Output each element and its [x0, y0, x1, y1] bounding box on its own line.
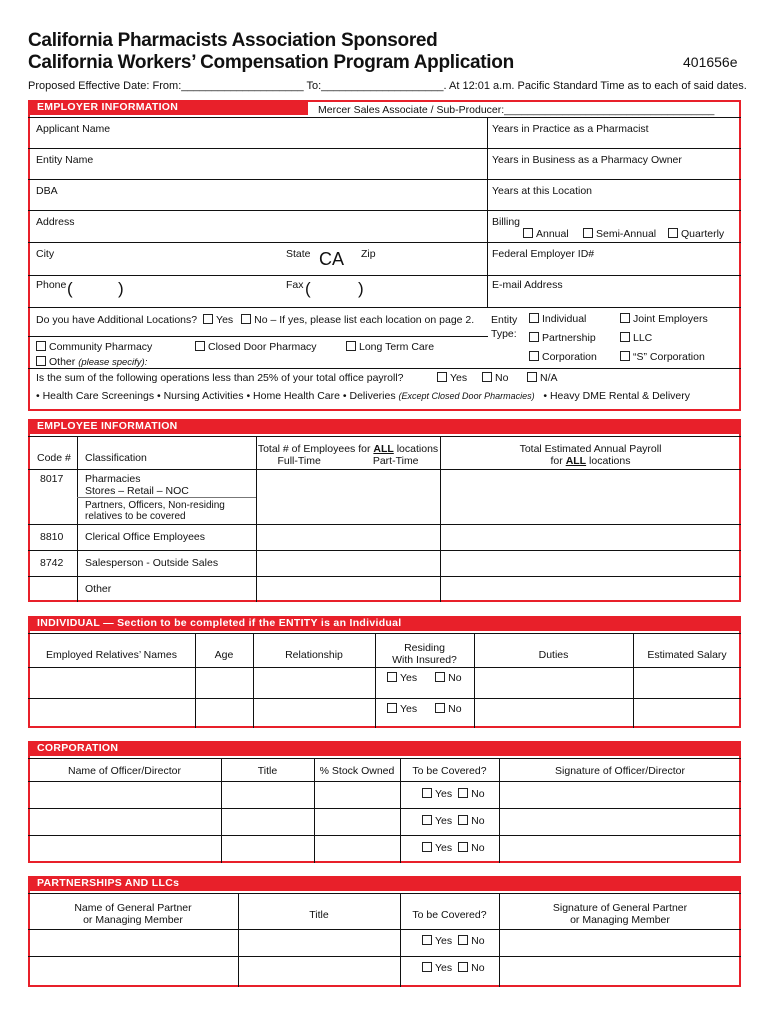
email-field[interactable]: E-mail Address	[492, 279, 563, 291]
checkbox-icon[interactable]	[437, 372, 447, 382]
row-classification: Other	[85, 583, 112, 595]
checkbox-icon[interactable]	[422, 962, 432, 972]
dba-field[interactable]: DBA	[36, 185, 58, 197]
effective-date-line[interactable]: Proposed Effective Date: From:____________________ To:____________________. At 12:01 a.m. Pacific Standard Time as to each of said dates.	[28, 80, 747, 92]
residing-yes-no[interactable]: Yes No	[387, 672, 462, 684]
row-code: 8017	[40, 473, 64, 485]
entity-corporation[interactable]: Corporation	[529, 351, 597, 363]
phone-area-open[interactable]: (	[67, 279, 73, 298]
col-stock-owned: % Stock Owned	[319, 765, 395, 777]
checkbox-icon[interactable]	[458, 788, 468, 798]
fax-area-open[interactable]: (	[305, 279, 311, 298]
entity-individual[interactable]: Individual	[529, 313, 586, 325]
col-officer-signature: Signature of Officer/Director	[555, 765, 685, 777]
entity-name-field[interactable]: Entity Name	[36, 154, 94, 166]
col-title: Title	[257, 765, 278, 777]
partnerships-heading: PARTNERSHIPS AND LLCs	[28, 876, 741, 891]
title-line-1: California Pharmacists Association Sponsored	[28, 30, 438, 51]
fein-field[interactable]: Federal Employer ID#	[492, 248, 595, 260]
state-label: State	[286, 248, 311, 260]
billing-annual[interactable]: Annual	[523, 228, 569, 240]
residing-yes-no[interactable]: Yes No	[387, 703, 462, 715]
checkbox-icon[interactable]	[387, 672, 397, 682]
billing-label: Billing	[492, 216, 521, 228]
individual-heading: INDIVIDUAL — Section to be completed if the ENTITY is an Individual	[28, 616, 741, 631]
col-estimated-salary: Estimated Salary	[647, 649, 727, 661]
checkbox-icon[interactable]	[36, 341, 46, 351]
checkbox-icon[interactable]	[422, 935, 432, 945]
row-code: 8742	[40, 557, 64, 569]
checkbox-icon[interactable]	[529, 313, 539, 323]
checkbox-icon[interactable]	[241, 314, 251, 324]
col-relatives-names: Employed Relatives’ Names	[46, 649, 177, 661]
entity-llc[interactable]: LLC	[620, 332, 652, 344]
col-duties: Duties	[538, 649, 569, 661]
employer-heading: EMPLOYER INFORMATION	[28, 100, 308, 115]
form-number: 401656e	[683, 54, 738, 70]
checkbox-icon[interactable]	[422, 842, 432, 852]
operations-yes[interactable]: Yes	[437, 372, 467, 384]
checkbox-icon[interactable]	[458, 962, 468, 972]
mercer-field[interactable]: Mercer Sales Associate / Sub-Producer:____________________________________	[318, 104, 715, 116]
checkbox-icon[interactable]	[529, 332, 539, 342]
address-field[interactable]: Address	[36, 216, 75, 228]
col-classification: Classification	[85, 452, 147, 464]
additional-locations-row: Do you have Additional Locations? Yes No – If yes, please list each location on page 2.	[36, 314, 475, 326]
checkbox-icon[interactable]	[620, 332, 630, 342]
row-classification-sub: Partners, Officers, Non-residing relatives to be covered	[85, 500, 225, 522]
checkbox-icon[interactable]	[346, 341, 356, 351]
col-title: Title	[309, 909, 329, 921]
billing-quarterly[interactable]: Quarterly	[668, 228, 724, 240]
corporation-heading: CORPORATION	[28, 741, 741, 756]
col-to-be-covered: To be Covered?	[412, 765, 487, 777]
operations-question: Is the sum of the following operations less than 25% of your total office payroll?	[36, 372, 404, 384]
checkbox-icon[interactable]	[527, 372, 537, 382]
checkbox-icon[interactable]	[620, 313, 630, 323]
checkbox-icon[interactable]	[195, 341, 205, 351]
form-title	[28, 30, 514, 74]
col-residing: Residing With Insured?	[392, 642, 457, 666]
checkbox-icon[interactable]	[387, 703, 397, 713]
checkbox-icon[interactable]	[422, 815, 432, 825]
operations-list: • Health Care Screenings • Nursing Activities • Home Health Care • Deliveries (Except Closed Door Pharmacies) • Heavy DME Rental & Delivery	[36, 390, 690, 402]
entity-joint-employers[interactable]: Joint Employers	[620, 313, 708, 325]
applicant-name-field[interactable]: Applicant Name	[36, 123, 111, 135]
phone-label: Phone	[36, 279, 67, 291]
col-partner-signature: Signature of General Partner or Managing Member	[552, 902, 688, 926]
title-line-2: California Workers’ Compensation Program Application	[28, 52, 514, 73]
billing-semi-annual[interactable]: Semi-Annual	[583, 228, 656, 240]
other-pharmacy[interactable]: Other (please specify):	[36, 356, 147, 368]
checkbox-icon[interactable]	[435, 672, 445, 682]
row-classification: Clerical Office Employees	[85, 531, 206, 543]
col-payroll: Total Estimated Annual Payroll for ALL locations	[519, 443, 662, 467]
col-to-be-covered: To be Covered?	[412, 909, 487, 921]
covered-yes-no[interactable]: Yes No	[422, 935, 485, 947]
checkbox-icon[interactable]	[523, 228, 533, 238]
fax-area-close: )	[358, 279, 364, 298]
col-code: Code #	[37, 452, 71, 464]
entity-type-label: Entity Type:	[491, 314, 518, 340]
row-code: 8810	[40, 531, 64, 543]
operations-no[interactable]: No	[482, 372, 508, 384]
row-classification: Salesperson - Outside Sales	[85, 557, 219, 569]
operations-na[interactable]: N/A	[527, 372, 558, 384]
corporation-section	[28, 741, 741, 863]
checkbox-icon[interactable]	[529, 351, 539, 361]
checkbox-icon[interactable]	[458, 815, 468, 825]
covered-yes-no[interactable]: Yes No	[422, 788, 485, 800]
city-field[interactable]: City	[36, 248, 55, 260]
employee-heading: EMPLOYEE INFORMATION	[28, 419, 741, 434]
fax-label: Fax	[286, 279, 304, 291]
closed-door-pharmacy[interactable]: Closed Door Pharmacy	[195, 341, 317, 353]
checkbox-icon[interactable]	[668, 228, 678, 238]
zip-field[interactable]: Zip	[361, 248, 376, 260]
checkbox-icon[interactable]	[422, 788, 432, 798]
checkbox-icon[interactable]	[458, 842, 468, 852]
phone-area-close: )	[118, 279, 124, 298]
checkbox-icon[interactable]	[583, 228, 593, 238]
covered-yes-no[interactable]: Yes No	[422, 842, 485, 854]
col-officer-name: Name of Officer/Director	[67, 765, 181, 777]
col-partner-name: Name of General Partner or Managing Member	[74, 902, 192, 926]
col-relationship: Relationship	[285, 649, 343, 661]
years-practice-field[interactable]: Years in Practice as a Pharmacist	[492, 123, 649, 135]
checkbox-icon[interactable]	[458, 935, 468, 945]
entity-partnership[interactable]: Partnership	[529, 332, 596, 344]
years-location-field[interactable]: Years at this Location	[492, 185, 593, 197]
checkbox-icon[interactable]	[620, 351, 630, 361]
col-age: Age	[214, 649, 234, 661]
years-business-field[interactable]: Years in Business as a Pharmacy Owner	[492, 154, 682, 166]
col-total-employees: Total # of Employees for ALL locations Full-Time Part-Time	[257, 443, 439, 467]
row-classification: Pharmacies Stores – Retail – NOC	[85, 473, 189, 497]
entity-s-corporation[interactable]: “S” Corporation	[620, 351, 705, 363]
covered-yes-no[interactable]: Yes No	[422, 815, 485, 827]
state-value[interactable]: CA	[319, 249, 345, 269]
checkbox-icon[interactable]	[203, 314, 213, 324]
checkbox-icon[interactable]	[482, 372, 492, 382]
checkbox-icon[interactable]	[36, 356, 46, 366]
covered-yes-no[interactable]: Yes No	[422, 962, 485, 974]
community-pharmacy[interactable]: Community Pharmacy	[36, 341, 152, 353]
long-term-care[interactable]: Long Term Care	[346, 341, 434, 353]
checkbox-icon[interactable]	[435, 703, 445, 713]
